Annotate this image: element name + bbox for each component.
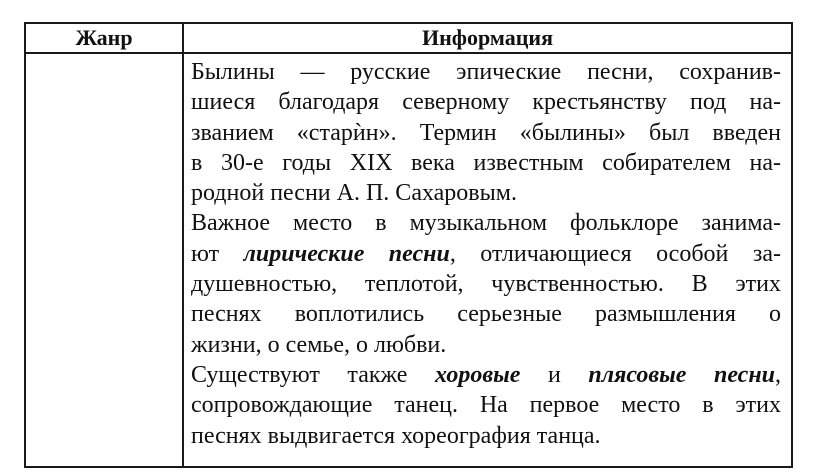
- genre-info-table: [24, 22, 793, 468]
- text-line: [191, 148, 781, 178]
- text-segment: ,: [775, 361, 781, 388]
- header-genre: Жанр: [25, 23, 183, 53]
- text-line: [191, 118, 781, 148]
- text-line: [191, 208, 781, 238]
- info-paragraph: [191, 57, 781, 208]
- text-line: [191, 360, 781, 390]
- text-segment: званием «старѝн». Термин «былины» был введен: [191, 119, 781, 146]
- emphasized-term: плясовые песни: [588, 361, 775, 388]
- info-paragraph: [191, 360, 781, 451]
- text-segment: песнях воплотились серьезные размышления о: [191, 301, 781, 328]
- header-info: Информация: [183, 23, 792, 53]
- emphasized-term: хоровые: [434, 361, 521, 388]
- text-line: [191, 87, 781, 117]
- text-segment: родной песни А. П. Сахаровым.: [191, 180, 517, 207]
- info-text: [184, 54, 791, 451]
- text-line: [191, 390, 781, 420]
- info-cell: [183, 53, 792, 467]
- text-segment: песнях выдвигается хореография танца.: [191, 422, 601, 449]
- text-segment: в 30-е годы XIX века известным собирателем на-: [191, 149, 781, 176]
- table-header-row: [25, 23, 792, 53]
- text-segment: Существуют также: [191, 361, 435, 388]
- text-segment: шиеся благодаря северному крестьянству под на-: [191, 89, 781, 116]
- table-row: [25, 53, 792, 467]
- text-line: [191, 239, 781, 269]
- text-segment: Былины — русские эпические песни, сохранив-: [191, 59, 781, 85]
- text-segment: душевностью, теплотой, чувственностью. В этих: [191, 271, 781, 298]
- genre-cell: [25, 53, 183, 467]
- text-line: [191, 178, 781, 208]
- text-line: [191, 421, 781, 451]
- emphasized-term: лирические песни: [243, 240, 450, 267]
- text-segment: , отличающиеся особой за-: [449, 240, 781, 267]
- info-paragraph: [191, 208, 781, 359]
- text-segment: Важное место в музыкальном фольклоре занима-: [191, 210, 781, 237]
- text-segment: ют: [191, 240, 244, 267]
- text-segment: жизни, о семье, о любви.: [191, 331, 447, 358]
- text-line: [191, 57, 781, 87]
- text-segment: сопровождающие танец. На первое место в этих: [191, 392, 781, 419]
- text-line: [191, 299, 781, 329]
- text-line: [191, 330, 781, 360]
- text-segment: и: [520, 361, 589, 388]
- text-line: [191, 269, 781, 299]
